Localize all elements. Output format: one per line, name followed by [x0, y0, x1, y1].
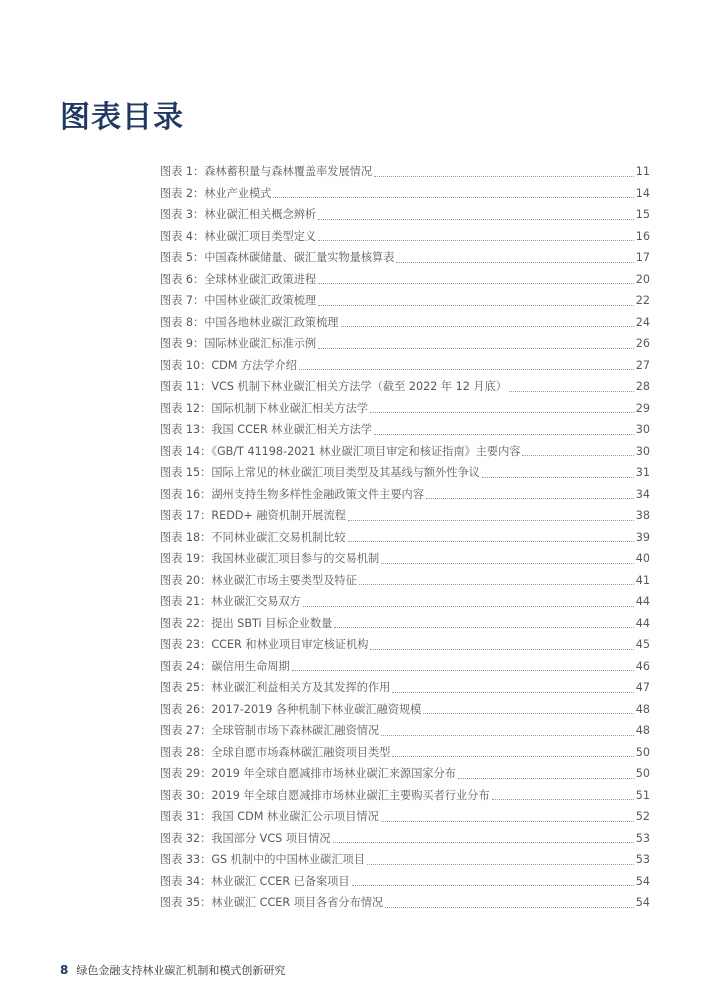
- toc-leader-dots: [348, 519, 634, 521]
- toc-leader-dots: [367, 863, 634, 865]
- toc-entry-page: 45: [635, 638, 650, 651]
- toc-leader-dots: [318, 282, 634, 284]
- toc-entry-label: 图表 9：国际林业碳汇标准示例: [160, 337, 317, 350]
- toc-entry[interactable]: [160, 765, 650, 787]
- toc-leader-dots: [374, 175, 634, 177]
- toc-entry[interactable]: [160, 873, 650, 895]
- toc-leader-dots: [426, 497, 634, 499]
- toc-entry[interactable]: [160, 378, 650, 400]
- toc-entry-page: 28: [635, 380, 650, 393]
- toc-leader-dots: [318, 347, 634, 349]
- toc-entry-page: 11: [635, 165, 650, 178]
- toc-entry[interactable]: [160, 615, 650, 637]
- toc-entry-label: 图表 34：林业碳汇 CCER 已备案项目: [160, 874, 350, 888]
- toc-entry[interactable]: [160, 550, 650, 572]
- toc-entry[interactable]: [160, 529, 650, 551]
- toc-entry-page: 22: [635, 294, 650, 307]
- toc-entry-label: 图表 25：林业碳汇利益相关方及其发挥的作用: [160, 681, 391, 694]
- toc-entry-label: 图表 10：CDM 方法学介绍: [160, 358, 297, 372]
- toc-entry[interactable]: [160, 228, 650, 250]
- toc-entry-label: 图表 32：我国部分 VCS 项目情况: [160, 831, 331, 845]
- toc-entry-label: 图表 19：我国林业碳汇项目参与的交易机制: [160, 552, 380, 565]
- toc-entry-page: 38: [635, 509, 650, 522]
- footer-page-number: 8: [60, 963, 69, 977]
- toc-entry-label: 图表 6：全球林业碳汇政策进程: [160, 272, 317, 286]
- toc-entry[interactable]: [160, 744, 650, 766]
- table-of-figures: [160, 163, 650, 916]
- toc-entry[interactable]: [160, 292, 650, 314]
- toc-entry-label: 图表 27：全球管制市场下森林碳汇融资情况: [160, 724, 380, 737]
- toc-entry-label: 图表 20：林业碳汇市场主要类型及特征: [160, 573, 357, 587]
- toc-leader-dots: [299, 368, 634, 370]
- toc-entry-label: 图表 18：不同林业碳汇交易机制比较: [160, 530, 346, 544]
- toc-entry[interactable]: [160, 206, 650, 228]
- toc-entry-label: 图表 22：提出 SBTi 目标企业数量: [160, 616, 333, 630]
- toc-entry-page: 15: [635, 208, 650, 221]
- toc-entry-label: 图表 28：全球自愿市场森林碳汇融资项目类型: [160, 745, 391, 759]
- toc-entry[interactable]: [160, 185, 650, 207]
- toc-entry-label: 图表 1：森林蓄积量与森林覆盖率发展情况: [160, 165, 373, 178]
- toc-entry-page: 26: [635, 337, 650, 350]
- toc-entry-page: 39: [635, 530, 650, 544]
- toc-entry-page: 46: [635, 659, 650, 673]
- toc-entry[interactable]: [160, 335, 650, 357]
- toc-entry-label: 图表 24：碳信用生命周期: [160, 659, 290, 673]
- toc-entry-page: 14: [635, 186, 650, 200]
- toc-entry-page: 50: [635, 767, 650, 780]
- toc-leader-dots: [392, 691, 633, 693]
- toc-entry-label: 图表 35：林业碳汇 CCER 项目各省分布情况: [160, 896, 384, 909]
- toc-leader-dots: [348, 540, 634, 542]
- toc-entry-label: 图表 11：VCS 机制下林业碳汇相关方法学（截至 2022 年 12 月底）: [160, 380, 507, 393]
- toc-entry-label: 图表 33：GS 机制中的中国林业碳汇项目: [160, 853, 365, 866]
- toc-leader-dots: [292, 669, 634, 671]
- toc-entry-label: 图表 26：2017-2019 各种机制下林业碳汇融资规模: [160, 702, 422, 716]
- toc-entry-label: 图表 4：林业碳汇项目类型定义: [160, 229, 317, 243]
- toc-entry[interactable]: [160, 314, 650, 336]
- toc-entry-page: 17: [635, 251, 650, 264]
- toc-entry-page: 20: [635, 272, 650, 286]
- toc-entry[interactable]: [160, 486, 650, 508]
- toc-entry-page: 30: [635, 444, 650, 458]
- toc-entry-label: 图表 5：中国森林碳储量、碳汇量实物量核算表: [160, 251, 395, 264]
- page-footer: [60, 962, 285, 978]
- toc-entry-page: 54: [635, 896, 650, 909]
- toc-leader-dots: [318, 304, 634, 306]
- toc-leader-dots: [334, 626, 633, 628]
- toc-entry-page: 50: [635, 745, 650, 759]
- toc-entry[interactable]: [160, 894, 650, 916]
- toc-entry-page: 34: [635, 487, 650, 501]
- toc-leader-dots: [381, 734, 634, 736]
- toc-entry[interactable]: [160, 443, 650, 465]
- toc-entry[interactable]: [160, 851, 650, 873]
- toc-leader-dots: [318, 239, 634, 241]
- toc-entry-page: 52: [635, 810, 650, 823]
- toc-entry-label: 图表 30：2019 年全球自愿减排市场林业碳汇主要购买者行业分布: [160, 788, 490, 802]
- toc-leader-dots: [352, 884, 634, 886]
- toc-entry-label: 图表 16：湖州支持生物多样性金融政策文件主要内容: [160, 487, 424, 501]
- toc-entry[interactable]: [160, 271, 650, 293]
- toc-entry-label: 图表 14：《GB/T 41198-2021 林业碳汇项目审定和核证指南》主要内容: [160, 444, 521, 458]
- toc-entry-label: 图表 29：2019 年全球自愿减排市场林业碳汇来源国家分布: [160, 767, 456, 780]
- toc-entry-label: 图表 7：中国林业碳汇政策梳理: [160, 294, 317, 307]
- toc-entry[interactable]: [160, 787, 650, 809]
- toc-entry[interactable]: [160, 421, 650, 443]
- toc-leader-dots: [359, 583, 634, 585]
- toc-leader-dots: [370, 411, 634, 413]
- toc-entry-page: 44: [635, 595, 650, 608]
- toc-leader-dots: [273, 196, 633, 198]
- toc-leader-dots: [318, 218, 634, 220]
- toc-entry-label: 图表 21：林业碳汇交易双方: [160, 595, 301, 608]
- toc-entry-page: 16: [635, 229, 650, 243]
- toc-entry[interactable]: [160, 636, 650, 658]
- toc-entry[interactable]: [160, 249, 650, 271]
- toc-entry-page: 44: [635, 616, 650, 630]
- toc-entry-page: 53: [635, 831, 650, 845]
- toc-entry-page: 30: [635, 423, 650, 436]
- toc-entry[interactable]: [160, 830, 650, 852]
- toc-entry-page: 40: [635, 552, 650, 565]
- toc-entry-label: 图表 12：国际机制下林业碳汇相关方法学: [160, 401, 368, 415]
- toc-leader-dots: [385, 906, 634, 908]
- toc-entry-page: 24: [635, 315, 650, 329]
- toc-leader-dots: [341, 325, 634, 327]
- toc-entry-page: 53: [635, 853, 650, 866]
- toc-entry-page: 51: [635, 788, 650, 802]
- toc-entry-page: 29: [635, 401, 650, 415]
- toc-entry[interactable]: [160, 808, 650, 830]
- toc-leader-dots: [370, 648, 633, 650]
- toc-entry-label: 图表 23：CCER 和林业项目审定核证机构: [160, 638, 369, 651]
- toc-entry-page: 48: [635, 724, 650, 737]
- toc-entry[interactable]: [160, 722, 650, 744]
- toc-leader-dots: [482, 476, 634, 478]
- toc-entry-page: 27: [635, 358, 650, 372]
- toc-leader-dots: [381, 562, 634, 564]
- toc-leader-dots: [392, 755, 633, 757]
- toc-entry-page: 47: [635, 681, 650, 694]
- toc-entry[interactable]: [160, 593, 650, 615]
- toc-entry-label: 图表 17：REDD+ 融资机制开展流程: [160, 509, 346, 522]
- toc-entry[interactable]: [160, 679, 650, 701]
- toc-entry-label: 图表 2：林业产业模式: [160, 186, 272, 200]
- toc-entry[interactable]: [160, 464, 650, 486]
- toc-leader-dots: [303, 605, 634, 607]
- toc-entry-label: 图表 15：国际上常见的林业碳汇项目类型及其基线与额外性争议: [160, 466, 480, 479]
- toc-leader-dots: [396, 261, 633, 263]
- toc-entry-page: 41: [635, 573, 650, 587]
- toc-leader-dots: [522, 454, 633, 456]
- toc-entry[interactable]: [160, 163, 650, 185]
- toc-entry[interactable]: [160, 658, 650, 680]
- toc-entry[interactable]: [160, 701, 650, 723]
- toc-leader-dots: [423, 712, 633, 714]
- toc-leader-dots: [492, 798, 634, 800]
- toc-entry[interactable]: [160, 400, 650, 422]
- toc-entry[interactable]: [160, 572, 650, 594]
- toc-entry-page: 54: [635, 874, 650, 888]
- toc-leader-dots: [333, 841, 634, 843]
- toc-entry[interactable]: [160, 507, 650, 529]
- toc-entry-page: 48: [635, 702, 650, 716]
- toc-entry-label: 图表 8：中国各地林业碳汇政策梳理: [160, 315, 339, 329]
- footer-document-title: 绿色金融支持林业碳汇机制和模式创新研究: [76, 964, 286, 977]
- toc-leader-dots: [458, 777, 634, 779]
- toc-leader-dots: [381, 820, 634, 822]
- toc-leader-dots: [509, 390, 634, 392]
- toc-entry-label: 图表 31：我国 CDM 林业碳汇公示项目情况: [160, 810, 379, 823]
- toc-entry[interactable]: [160, 357, 650, 379]
- page-title: 图表目录: [60, 100, 184, 135]
- toc-entry-label: 图表 13：我国 CCER 林业碳汇相关方法学: [160, 423, 372, 436]
- toc-entry-label: 图表 3：林业碳汇相关概念辨析: [160, 208, 317, 221]
- toc-entry-page: 31: [635, 466, 650, 479]
- toc-leader-dots: [374, 433, 634, 435]
